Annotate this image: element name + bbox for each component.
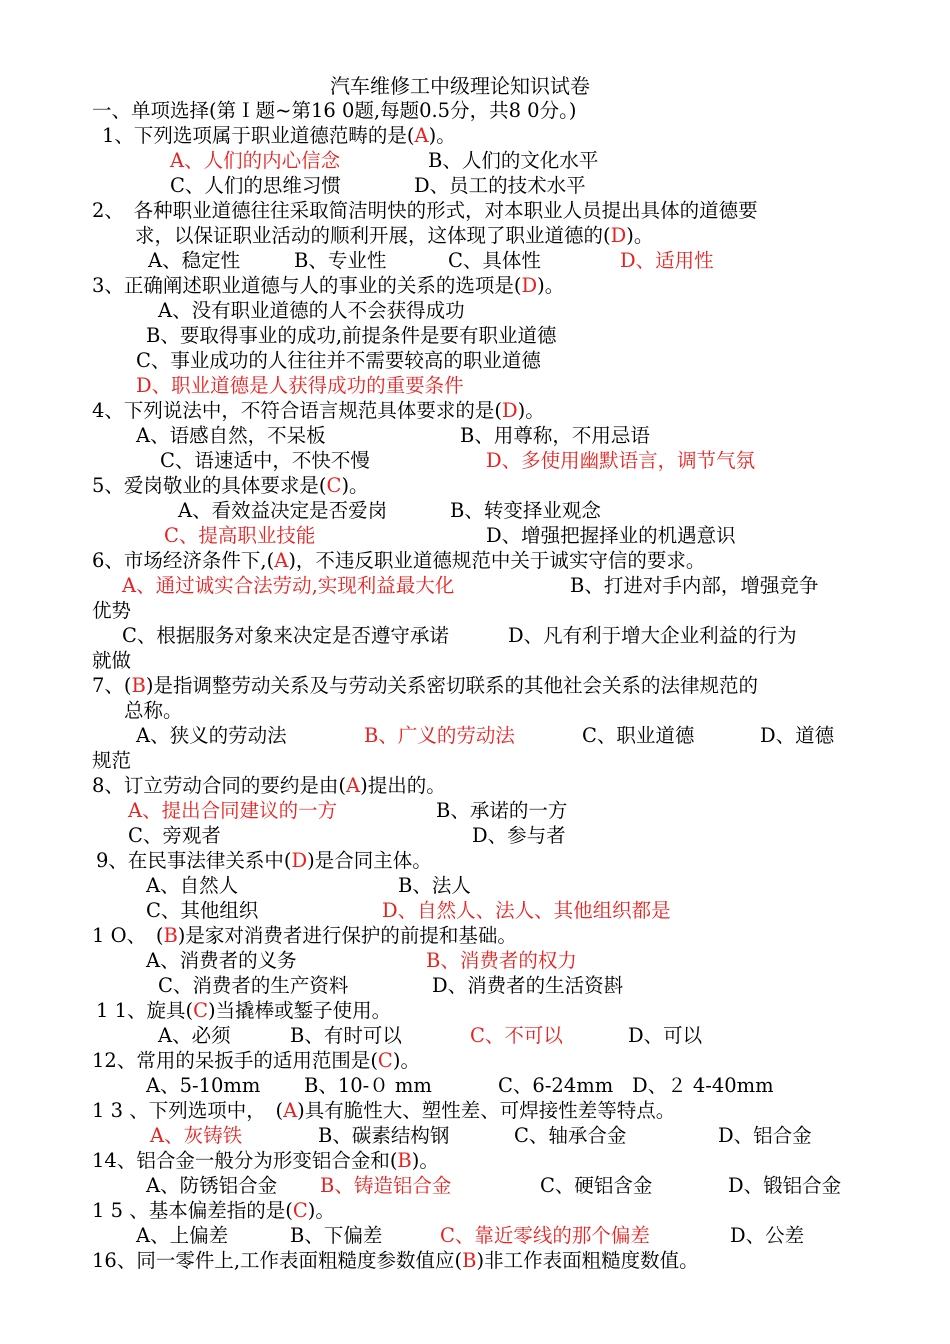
question-12-option-d: D、２ 4-40mm [632, 1074, 774, 1097]
question-10-option-b: B、消费者的权力 [426, 949, 577, 972]
question-9-option-a: A、自然人 [146, 874, 239, 897]
question-6-option-a: A、通过诚实合法劳动,实现利益最大化 [122, 574, 455, 597]
question-9-option-c: C、其他组织 [146, 899, 259, 922]
question-3-stem: 3、正确阐述职业道德与人的事业的关系的选项是(D)。 [92, 274, 565, 297]
question-14-option-b: B、铸造铝合金 [320, 1174, 452, 1197]
question-12-option-a: A、5-10mm [146, 1074, 261, 1097]
question-8-option-b: B、承诺的一方 [436, 799, 568, 822]
answer-key: D [521, 274, 538, 297]
question-6-option-d: D、凡有利于增大企业利益的行为 [508, 624, 797, 647]
question-15-option-c: C、靠近零线的那个偏差 [440, 1224, 650, 1247]
question-8-option-d: D、参与者 [472, 824, 566, 847]
question-8-option-a: A、提出合同建议的一方 [128, 799, 338, 822]
question-13-stem: 1 3 、下列选项中， (A)具有脆性大、塑性差、可焊接性差等特点。 [92, 1099, 676, 1122]
answer-key: D [291, 849, 308, 872]
question-4-stem: 4、下列说法中，不符合语言规范具体要求的是(D)。 [92, 399, 545, 422]
answer-key: D [502, 399, 518, 422]
section-heading: 一、单项选择(第Ｉ题~第16 0题,每题0.5分，共8 0分。) [92, 99, 577, 122]
question-2-option-d: D、适用性 [620, 249, 714, 272]
question-15-stem: 1 5 、基本偏差指的是(C)。 [92, 1199, 335, 1222]
question-3-option-c: C、事业成功的人往往并不需要较高的职业道德 [136, 349, 541, 372]
question-7-stem: 7、(B)是指调整劳动关系及与劳动关系密切联系的其他社会关系的法律规范的 [92, 674, 758, 697]
question-10-stem: 1 O、 (B)是家对消费者进行保护的前提和基础。 [92, 924, 517, 947]
question-7-option-d-cont: 规范 [92, 749, 132, 772]
question-5-option-d: D、增强把握择业的机遇意识 [486, 524, 736, 547]
question-8-stem: 8、订立劳动合同的要约是由(A)提出的。 [92, 774, 446, 797]
question-1-option-a: A、人们的内心信念 [170, 149, 341, 172]
question-1-stem: 1、下列选项属于职业道德范畴的是(A)。 [102, 124, 456, 147]
question-13-option-c: C、轴承合金 [514, 1124, 627, 1147]
answer-key: D [610, 224, 627, 247]
question-13-option-d: D、铝合金 [718, 1124, 812, 1147]
question-14-stem: 14、铝合金一般分为形变铝合金和(B)。 [92, 1149, 439, 1172]
question-10-option-a: A、消费者的义务 [146, 949, 297, 972]
question-9-stem: 9、在民事法律关系中(D)是合同主体。 [96, 849, 432, 872]
question-7-option-c: C、职业道德 [582, 724, 695, 747]
answer-key: A [346, 774, 361, 797]
answer-key: B [163, 924, 178, 947]
question-13-option-b: B、碳素结构钢 [318, 1124, 450, 1147]
answer-key: B [131, 674, 146, 697]
question-7-option-b: B、广义的劳动法 [364, 724, 515, 747]
question-9-option-d: D、自然人、法人、其他组织都是 [382, 899, 671, 922]
question-5-option-a: A、看效益决定是否爱岗 [178, 499, 388, 522]
question-4-option-b: B、用尊称，不用忌语 [460, 424, 650, 447]
question-7-option-d: D、道德 [760, 724, 835, 747]
question-2-option-a: A、稳定性 [148, 249, 241, 272]
answer-key: C [377, 1049, 393, 1072]
question-15-option-a: A、上偏差 [136, 1224, 229, 1247]
answer-key: B [462, 1249, 477, 1272]
question-13-option-a: A、灰铸铁 [150, 1124, 243, 1147]
question-10-option-d: D、消费者的生活资斟 [432, 974, 624, 997]
page-title: 汽车维修工中级理论知识试卷 [330, 74, 590, 98]
question-11-option-a: A、必须 [158, 1024, 231, 1047]
question-8-option-c: C、旁观者 [128, 824, 221, 847]
question-7-stem-cont: 总称。 [124, 699, 183, 722]
question-14-option-c: C、硬铝含金 [540, 1174, 653, 1197]
question-4-option-c: C、语速适中，不快不慢 [160, 449, 370, 472]
question-5-stem: 5、爱岗敬业的具体要求是(C)。 [92, 474, 369, 497]
question-9-option-b: B、法人 [398, 874, 471, 897]
question-3-option-b: B、要取得事业的成功,前提条件是要有职业道德 [146, 324, 557, 347]
question-11-option-c: C、不可以 [470, 1024, 563, 1047]
question-15-option-b: B、下偏差 [290, 1224, 383, 1247]
answer-key: A [283, 1099, 298, 1122]
question-12-stem: 12、常用的呆扳手的适用范围是(C)。 [92, 1049, 420, 1072]
question-1-option-b: B、人们的文化水平 [428, 149, 599, 172]
question-6-option-c: C、根据服务对象来决定是否遵守承诺 [122, 624, 449, 647]
question-16-stem: 16、同一零件上,工作表面粗糙度参数值应(B)非工作表面粗糙度数值。 [92, 1249, 699, 1272]
question-2-option-c: C、具体性 [448, 249, 541, 272]
question-3-option-d: D、职业道德是人获得成功的重要条件 [136, 374, 464, 397]
question-12-option-b: B、10-０ mm [304, 1074, 432, 1097]
question-15-option-d: D、公差 [730, 1224, 805, 1247]
question-5-option-b: B、转变择业观念 [450, 499, 601, 522]
question-4-option-a: A、语感自然，不呆板 [136, 424, 326, 447]
question-2-stem: 2、 各种职业道德往往采取简洁明快的形式，对本职业人员提出具体的道德要 [92, 199, 758, 222]
answer-key: C [292, 1199, 308, 1222]
answer-key: A [274, 549, 289, 572]
question-12-option-c: C、6-24mm [498, 1074, 614, 1097]
answer-key: B [397, 1149, 412, 1172]
question-14-option-a: A、防锈铝合金 [146, 1174, 278, 1197]
question-6-stem: 6、市场经济条件下,(A)，不违反职业道德规范中关于诚实守信的要求。 [92, 549, 706, 572]
question-1-option-c: C、人们的思维习惯 [170, 174, 341, 197]
question-11-option-b: B、有时可以 [290, 1024, 402, 1047]
question-11-option-d: D、可以 [628, 1024, 703, 1047]
question-6-option-b: B、打进对手内部，增强竞争 [570, 574, 819, 597]
question-6-option-b-cont: 优势 [92, 599, 132, 622]
answer-key: C [326, 474, 342, 497]
question-1-option-d: D、员工的技术水平 [414, 174, 586, 197]
question-4-option-d: D、多使用幽默语言，调节气氛 [486, 449, 756, 472]
question-14-option-d: D、锻铝合金 [728, 1174, 842, 1197]
question-2-option-b: B、专业性 [294, 249, 387, 272]
question-6-option-d-cont: 就做 [92, 649, 132, 672]
answer-key: C [193, 999, 209, 1022]
question-3-option-a: A、没有职业道德的人不会获得成功 [158, 299, 465, 322]
question-7-option-a: A、狭义的劳动法 [136, 724, 287, 747]
answer-key: A [414, 124, 429, 147]
question-5-option-c: C、提高职业技能 [164, 524, 316, 547]
question-10-option-c: C、消费者的生产资料 [158, 974, 349, 997]
question-2-stem-cont: 求，以保证职业活动的顺利开展，这体现了职业道德的(D)。 [135, 224, 654, 247]
question-11-stem: 1 1、旋具(C)当撬棒或錾子使用。 [96, 999, 392, 1022]
